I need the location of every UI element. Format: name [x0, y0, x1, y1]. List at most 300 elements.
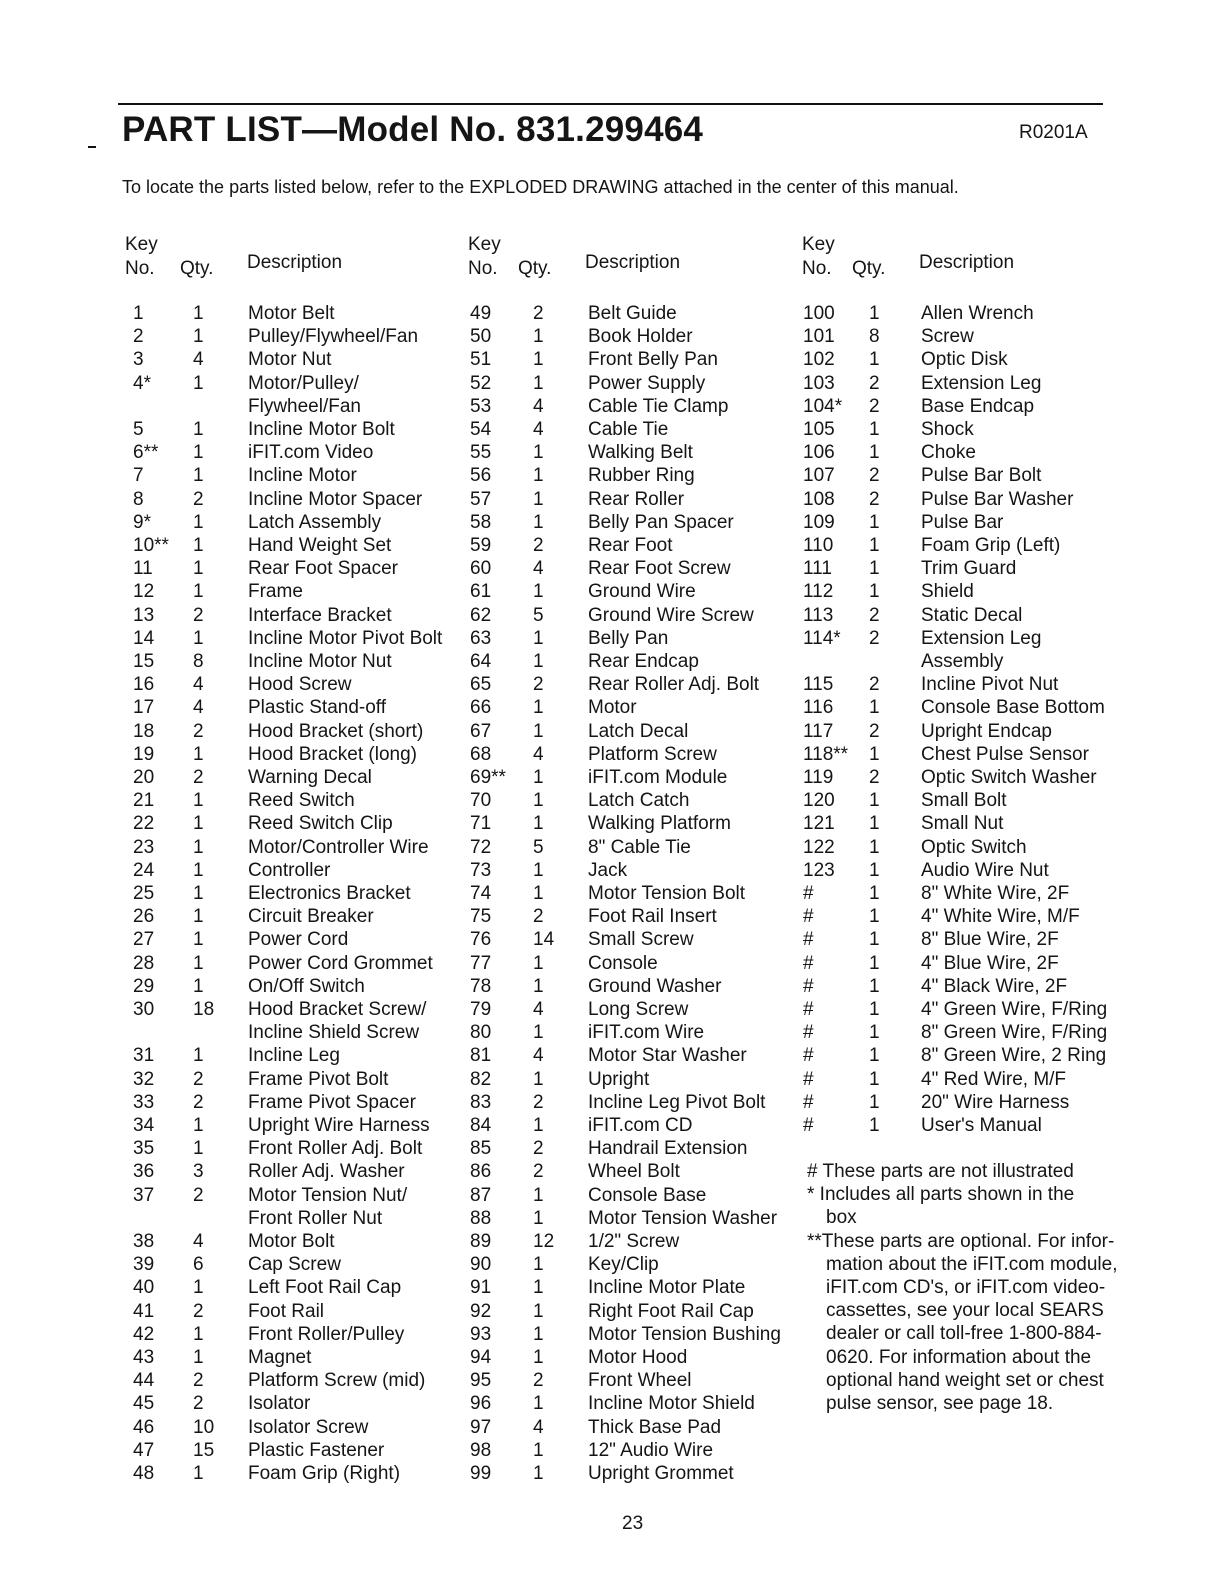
part-description: Flywheel/Fan — [248, 395, 361, 417]
part-key-no: # — [803, 1091, 814, 1113]
part-qty: 1 — [193, 813, 204, 835]
part-key-no: 107 — [803, 465, 835, 487]
part-qty: 1 — [869, 442, 880, 464]
part-qty: 8 — [193, 651, 204, 672]
part-qty: 1 — [533, 1439, 544, 1461]
part-qty: 1 — [193, 1323, 204, 1345]
part-qty: 1 — [533, 1068, 544, 1090]
part-key-no: 86 — [470, 1161, 492, 1183]
part-description: Platform Screw — [588, 743, 717, 765]
part-key-no: 67 — [470, 720, 492, 742]
part-qty: 1 — [193, 1347, 204, 1368]
part-description: Motor Nut — [248, 349, 332, 371]
part-key-no: # — [803, 929, 814, 951]
part-qty: 1 — [533, 488, 544, 510]
part-description: Motor Hood — [588, 1347, 688, 1368]
part-qty: 1 — [533, 581, 544, 603]
part-description: 8" Green Wire, F/Ring — [921, 1022, 1108, 1044]
part-key-no: 64 — [470, 651, 492, 672]
part-key-no: 93 — [470, 1323, 492, 1345]
part-key-no: # — [803, 975, 814, 997]
part-key-no: 45 — [133, 1393, 155, 1415]
part-qty: 1 — [869, 929, 880, 951]
part-qty: 2 — [533, 1138, 544, 1160]
part-key-no: 32 — [133, 1068, 155, 1090]
part-description: Latch Assembly — [248, 511, 382, 533]
part-qty: 2 — [869, 372, 880, 394]
part-description: Small Nut — [921, 813, 1004, 835]
margin-mark — [88, 146, 96, 148]
part-key-no: 57 — [470, 488, 492, 510]
part-key-no: 73 — [470, 859, 492, 881]
part-qty: 1 — [193, 511, 204, 533]
footnote-line: # These parts are not illustrated — [807, 1161, 1074, 1182]
part-description: 8" Cable Tie — [588, 836, 691, 858]
part-description: Platform Screw (mid) — [248, 1370, 426, 1392]
part-key-no: 39 — [133, 1254, 155, 1276]
part-description: Front Roller/Pulley — [248, 1323, 405, 1345]
part-qty: 1 — [533, 859, 544, 881]
part-qty: 12 — [533, 1231, 555, 1252]
part-qty: 1 — [869, 906, 880, 928]
part-key-no: 104* — [803, 395, 843, 417]
part-key-no: 70 — [470, 790, 492, 812]
part-description: Audio Wire Nut — [921, 859, 1049, 881]
part-key-no: 115 — [803, 674, 834, 696]
part-key-no: 109 — [803, 511, 835, 533]
part-key-no: 27 — [133, 929, 155, 951]
col1-key-header — [125, 233, 158, 281]
part-key-no: 53 — [470, 395, 492, 417]
part-qty: 1 — [533, 1207, 544, 1229]
part-key-no: # — [803, 952, 814, 974]
part-description: Allen Wrench — [921, 303, 1034, 324]
part-qty: 2 — [193, 1068, 204, 1090]
part-description: Plastic Fastener — [248, 1439, 385, 1461]
part-description: Small Bolt — [921, 790, 1007, 812]
part-qty: 4 — [533, 1045, 544, 1067]
part-qty: 2 — [869, 767, 880, 788]
part-key-no: 44 — [133, 1370, 155, 1392]
part-key-no: 18 — [133, 720, 155, 742]
part-description: Incline Motor Bolt — [248, 419, 395, 440]
part-qty: 2 — [869, 674, 880, 696]
no-label: No. — [802, 258, 832, 279]
col3-desc-header: Description — [919, 252, 1015, 273]
part-qty: 2 — [869, 627, 880, 649]
part-qty: 1 — [533, 767, 544, 788]
part-key-no: 46 — [133, 1416, 155, 1438]
part-key-no: 117 — [803, 720, 834, 742]
part-qty: 1 — [193, 859, 204, 881]
part-qty: 1 — [869, 836, 880, 858]
part-key-no: 55 — [470, 442, 492, 464]
part-description: Frame — [248, 581, 303, 603]
part-key-no: 29 — [133, 975, 155, 997]
part-key-no: 101 — [803, 326, 835, 348]
part-description: Latch Decal — [588, 720, 689, 742]
part-description: 20" Wire Harness — [921, 1091, 1070, 1113]
part-description: Motor Belt — [248, 303, 335, 324]
part-qty: 1 — [533, 1254, 544, 1276]
part-description: Optic Disk — [921, 349, 1008, 371]
part-key-no: 14 — [133, 627, 155, 649]
part-qty: 1 — [193, 1463, 204, 1484]
part-description: Upright Grommet — [588, 1463, 734, 1484]
part-key-no: 33 — [133, 1091, 155, 1113]
part-qty: 1 — [869, 743, 880, 765]
part-qty: 2 — [193, 604, 204, 626]
part-description: Motor Tension Nut/ — [248, 1184, 408, 1206]
part-description: 8" Green Wire, 2 Ring — [921, 1045, 1107, 1067]
part-description: Belt Guide — [588, 303, 677, 324]
footnote-line: mation about the iFIT.com module, — [826, 1253, 1118, 1275]
part-description: Controller — [248, 859, 331, 881]
part-qty: 2 — [533, 1091, 544, 1113]
part-key-no: 4* — [133, 372, 151, 394]
part-key-no: 19 — [133, 743, 155, 765]
part-qty: 1 — [533, 883, 544, 904]
part-qty: 1 — [869, 1022, 880, 1044]
part-description: Handrail Extension — [588, 1138, 748, 1160]
part-description: Thick Base Pad — [588, 1416, 722, 1438]
col1-desc-header: Description — [247, 252, 343, 273]
part-qty: 1 — [869, 975, 880, 997]
part-qty: 2 — [869, 395, 880, 417]
part-key-no: 26 — [133, 906, 155, 928]
part-key-no: 83 — [470, 1091, 492, 1113]
part-key-no: 75 — [470, 906, 492, 928]
part-description: Trim Guard — [921, 558, 1017, 580]
part-description: Ground Washer — [588, 975, 722, 997]
part-key-no: 48 — [133, 1463, 155, 1484]
part-qty: 6 — [193, 1254, 204, 1276]
part-description: Motor/Controller Wire — [248, 836, 429, 858]
part-description: Incline Pivot Nut — [921, 674, 1059, 696]
part-key-no: 51 — [470, 349, 492, 371]
part-qty: 2 — [193, 767, 204, 788]
part-description: Extension Leg — [921, 627, 1042, 649]
part-description: Incline Motor Plate — [588, 1277, 746, 1299]
part-description: Upright Wire Harness — [248, 1115, 430, 1136]
part-description: Front Roller Nut — [248, 1207, 383, 1229]
part-description: Ground Wire Screw — [588, 604, 754, 626]
part-qty: 2 — [869, 604, 880, 626]
part-key-no: 50 — [470, 326, 492, 348]
part-qty: 1 — [533, 720, 544, 742]
part-key-no: 82 — [470, 1068, 492, 1090]
part-qty: 2 — [869, 488, 880, 510]
part-description: Reed Switch — [248, 790, 355, 812]
part-qty: 4 — [533, 1416, 544, 1438]
part-qty: 1 — [193, 419, 204, 440]
part-key-no: # — [803, 1045, 814, 1067]
part-description: Foam Grip (Right) — [248, 1463, 401, 1484]
part-qty: 1 — [869, 1068, 880, 1090]
part-description: 4" Blue Wire, 2F — [921, 952, 1059, 974]
part-description: Console — [588, 952, 658, 974]
part-description: Right Foot Rail Cap — [588, 1300, 754, 1322]
part-key-no: 15 — [133, 651, 155, 672]
part-qty: 2 — [533, 1161, 544, 1183]
part-description: Incline Motor Shield — [588, 1393, 755, 1415]
part-key-no: 6** — [133, 442, 159, 464]
part-description: Foot Rail Insert — [588, 906, 717, 928]
part-key-no: 35 — [133, 1138, 155, 1160]
part-key-no: 23 — [133, 836, 155, 858]
footnote-line: cassettes, see your local SEARS — [826, 1300, 1104, 1322]
part-qty: 1 — [193, 975, 204, 997]
part-qty: 1 — [533, 511, 544, 533]
part-key-no: 121 — [803, 813, 835, 835]
part-description: Front Wheel — [588, 1370, 692, 1392]
part-description: Incline Leg — [248, 1045, 340, 1067]
part-key-no: # — [803, 883, 814, 904]
part-description: Isolator Screw — [248, 1416, 369, 1438]
part-qty: 4 — [193, 674, 204, 696]
part-qty: 2 — [193, 1091, 204, 1113]
part-description: Rear Foot Screw — [588, 558, 731, 580]
part-description: Motor Bolt — [248, 1231, 335, 1252]
part-description: Incline Motor Spacer — [248, 488, 423, 510]
part-description: Book Holder — [588, 326, 693, 348]
part-qty: 4 — [193, 349, 204, 371]
part-description: Chest Pulse Sensor — [921, 743, 1089, 765]
part-key-no: 9* — [133, 511, 151, 533]
col2-key-header — [468, 233, 501, 281]
part-qty: 1 — [193, 906, 204, 928]
intro-text: To locate the parts listed below, refer to the EXPLODED DRAWING attached in the center of this manual. — [122, 177, 959, 197]
part-key-no: 49 — [470, 303, 492, 324]
part-description: Circuit Breaker — [248, 906, 374, 928]
col3-key-header — [802, 233, 835, 281]
part-qty: 18 — [193, 999, 215, 1020]
part-description: Motor Tension Washer — [588, 1207, 778, 1229]
part-key-no: 1 — [133, 303, 144, 324]
part-description: Incline Leg Pivot Bolt — [588, 1091, 766, 1113]
part-description: Interface Bracket — [248, 604, 392, 626]
part-description: Upright — [588, 1068, 650, 1090]
part-qty: 1 — [193, 1115, 204, 1136]
part-key-no: # — [803, 1115, 814, 1136]
part-key-no: # — [803, 1068, 814, 1090]
part-key-no: 97 — [470, 1416, 492, 1438]
part-description: 4" Red Wire, M/F — [921, 1068, 1067, 1090]
col2-desc-header: Description — [585, 252, 681, 273]
part-key-no: 58 — [470, 511, 492, 533]
part-qty: 1 — [193, 790, 204, 812]
footnote-line: pulse sensor, see page 18. — [826, 1393, 1054, 1415]
part-key-no: 28 — [133, 952, 155, 974]
part-qty: 1 — [193, 952, 204, 974]
part-key-no: 91 — [470, 1277, 492, 1299]
part-description: Power Cord Grommet — [248, 952, 433, 974]
part-qty: 1 — [869, 859, 880, 881]
part-key-no: 41 — [133, 1300, 155, 1322]
part-qty: 4 — [193, 697, 204, 719]
part-qty: 1 — [193, 883, 204, 904]
part-description: iFIT.com Module — [588, 767, 728, 788]
part-qty: 1 — [193, 558, 204, 580]
part-description: iFIT.com Video — [248, 442, 374, 464]
part-key-no: 96 — [470, 1393, 492, 1415]
part-description: Motor/Pulley/ — [248, 372, 359, 394]
part-qty: 1 — [533, 1393, 544, 1415]
part-qty: 2 — [533, 906, 544, 928]
part-qty: 4 — [533, 999, 544, 1020]
part-description: 12" Audio Wire — [588, 1439, 714, 1461]
part-qty: 1 — [869, 1091, 880, 1113]
part-qty: 2 — [193, 720, 204, 742]
part-qty: 1 — [869, 419, 880, 440]
part-description: Cap Screw — [248, 1254, 341, 1276]
part-description: Extension Leg — [921, 372, 1042, 394]
part-key-no: 62 — [470, 604, 492, 626]
part-qty: 10 — [193, 1416, 215, 1438]
part-qty: 1 — [533, 1022, 544, 1044]
part-description: Shock — [921, 419, 974, 440]
part-key-no: 95 — [470, 1370, 492, 1392]
part-qty: 8 — [869, 326, 880, 348]
part-qty: 2 — [869, 720, 880, 742]
part-description: Choke — [921, 442, 976, 464]
part-key-no: 120 — [803, 790, 835, 812]
part-description: Magnet — [248, 1347, 312, 1368]
part-qty: 2 — [533, 674, 544, 696]
no-label: No. — [468, 258, 498, 279]
part-qty: 1 — [869, 813, 880, 835]
part-key-no: 66 — [470, 697, 492, 719]
part-key-no: 16 — [133, 674, 155, 696]
part-description: Shield — [921, 581, 974, 603]
part-qty: 1 — [869, 349, 880, 371]
part-description: Cable Tie — [588, 419, 669, 440]
part-description: Plastic Stand-off — [248, 697, 387, 719]
part-key-no: 106 — [803, 442, 835, 464]
part-qty: 1 — [533, 1184, 544, 1206]
part-description: Console Base — [588, 1184, 707, 1206]
part-key-no: 59 — [470, 535, 492, 556]
part-description: Belly Pan — [588, 627, 669, 649]
part-qty: 1 — [533, 1277, 544, 1299]
part-description: Screw — [921, 326, 974, 348]
part-description: Optic Switch — [921, 836, 1027, 858]
part-qty: 2 — [193, 1300, 204, 1322]
part-description: Reed Switch Clip — [248, 813, 393, 835]
part-qty: 1 — [193, 442, 204, 464]
part-key-no: 56 — [470, 465, 492, 487]
part-description: Long Screw — [588, 999, 689, 1020]
part-key-no: 7 — [133, 465, 144, 487]
part-key-no: 69** — [470, 767, 506, 788]
part-key-no: 71 — [470, 813, 492, 835]
part-qty: 1 — [869, 1115, 880, 1136]
part-key-no: 31 — [133, 1045, 155, 1067]
part-qty: 1 — [869, 790, 880, 812]
part-key-no: 90 — [470, 1254, 492, 1276]
part-qty: 1 — [869, 511, 880, 533]
part-description: Motor — [588, 697, 637, 719]
part-qty: 2 — [193, 1393, 204, 1415]
part-qty: 1 — [533, 952, 544, 974]
part-description: Belly Pan Spacer — [588, 511, 734, 533]
part-qty: 2 — [533, 303, 544, 324]
part-qty: 1 — [193, 303, 204, 324]
part-qty: 1 — [193, 465, 204, 487]
part-description: Upright Endcap — [921, 720, 1052, 742]
part-description: Hand Weight Set — [248, 535, 392, 556]
part-description: 1/2" Screw — [588, 1231, 680, 1252]
part-description: Isolator — [248, 1393, 311, 1415]
part-description: Walking Belt — [588, 442, 693, 464]
part-key-no: 60 — [470, 558, 492, 580]
part-description: Base Endcap — [921, 395, 1035, 417]
footnote-line: iFIT.com CD's, or iFIT.com video- — [826, 1277, 1106, 1299]
part-key-no: 85 — [470, 1138, 492, 1160]
part-qty: 1 — [869, 558, 880, 580]
part-key-no: 40 — [133, 1277, 155, 1299]
part-key-no: 81 — [470, 1045, 492, 1067]
part-description: Motor Tension Bolt — [588, 883, 746, 904]
part-description: iFIT.com Wire — [588, 1022, 705, 1044]
part-qty: 1 — [193, 535, 204, 556]
part-key-no: 76 — [470, 929, 492, 951]
part-description: Pulley/Flywheel/Fan — [248, 326, 419, 348]
part-qty: 2 — [869, 465, 880, 487]
document-code: R0201A — [1019, 122, 1088, 143]
part-qty: 1 — [193, 1045, 204, 1067]
part-qty: 1 — [193, 929, 204, 951]
part-key-no: 61 — [470, 581, 492, 603]
part-description: Hood Bracket (short) — [248, 720, 424, 742]
part-qty: 2 — [193, 488, 204, 510]
part-qty: 1 — [533, 813, 544, 835]
key-label: Key — [468, 234, 501, 255]
part-description: Frame Pivot Spacer — [248, 1091, 416, 1113]
part-description: Pulse Bar Bolt — [921, 465, 1042, 487]
part-description: Rear Roller — [588, 488, 685, 510]
part-key-no: 78 — [470, 975, 492, 997]
part-key-no: 8 — [133, 488, 144, 510]
part-description: Warning Decal — [248, 767, 372, 788]
part-description: Power Supply — [588, 372, 706, 394]
part-key-no: 21 — [133, 790, 155, 812]
part-key-no: 30 — [133, 999, 155, 1020]
part-description: 8" White Wire, 2F — [921, 883, 1070, 904]
part-qty: 2 — [193, 1370, 204, 1392]
part-key-no: 84 — [470, 1115, 492, 1136]
part-key-no: 116 — [803, 697, 834, 719]
key-label: Key — [125, 234, 158, 255]
part-key-no: 54 — [470, 419, 492, 440]
part-qty: 1 — [533, 1323, 544, 1345]
part-qty: 1 — [869, 952, 880, 974]
part-key-no: 13 — [133, 604, 155, 626]
part-qty: 1 — [193, 326, 204, 348]
part-description: Power Cord — [248, 929, 349, 951]
part-qty: 2 — [533, 535, 544, 556]
part-qty: 2 — [533, 1370, 544, 1392]
part-key-no: 110 — [803, 535, 834, 556]
part-key-no: 87 — [470, 1184, 492, 1206]
part-qty: 1 — [533, 326, 544, 348]
part-key-no: 52 — [470, 372, 492, 394]
part-description: Front Roller Adj. Bolt — [248, 1138, 423, 1160]
part-key-no: 74 — [470, 883, 492, 904]
part-key-no: 2 — [133, 326, 144, 348]
part-key-no: 103 — [803, 372, 835, 394]
part-key-no: 68 — [470, 743, 492, 765]
